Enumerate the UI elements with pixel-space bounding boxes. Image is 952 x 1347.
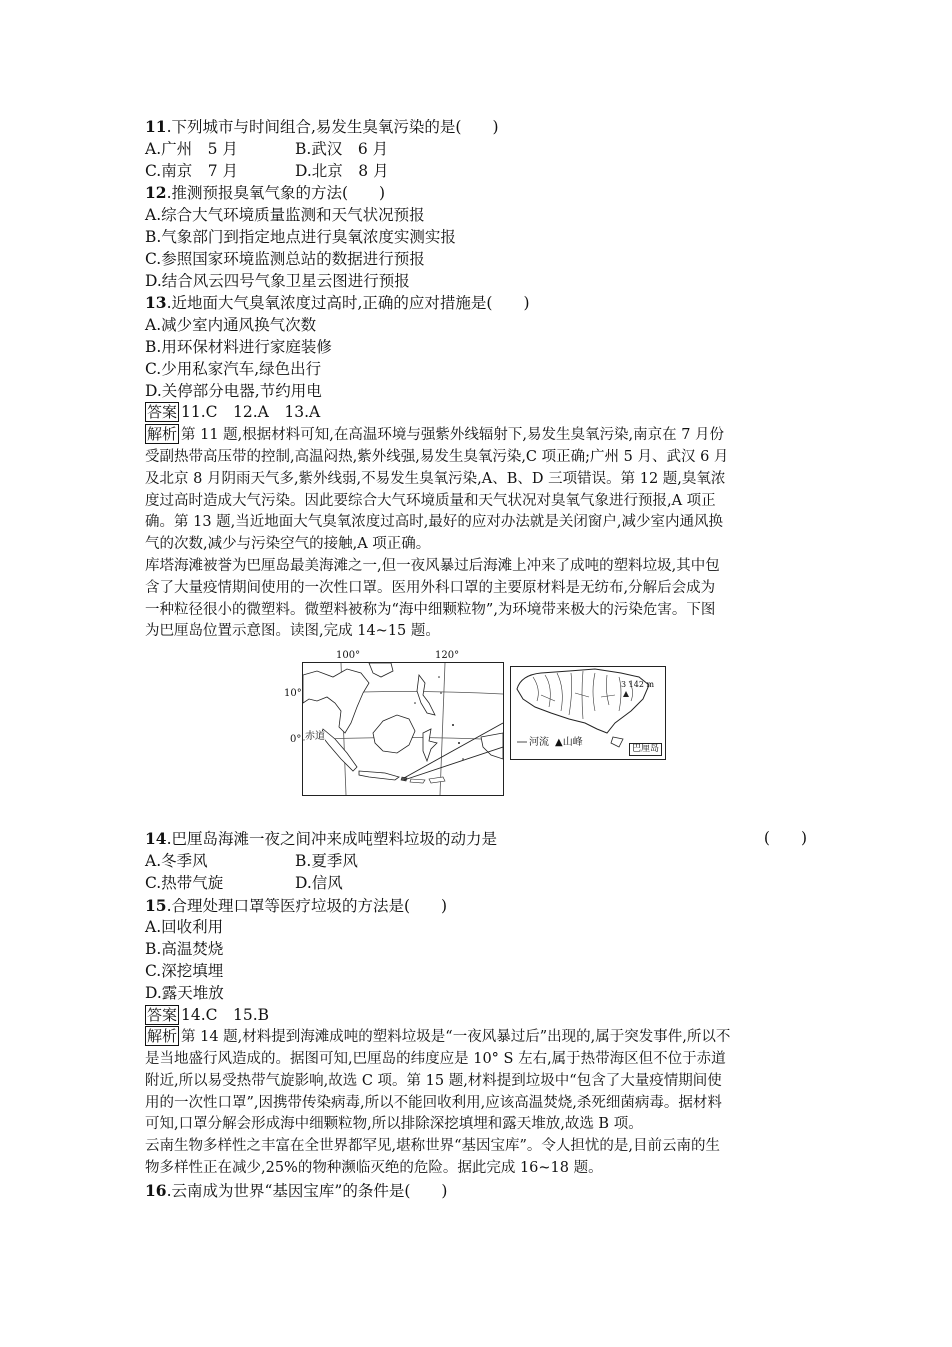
answer-label: 答案: [147, 1005, 178, 1024]
analysis-line: 附近,所以易受热带气旋影响,故选 C 项。第 15 题,材料提到垃圾中“包含了大量疫情期间使: [145, 1072, 722, 1089]
material-line: 一种粒径很小的微塑料。微塑料被称为“海中细颗粒物”,为环境带来极大的污染危害。下图: [145, 601, 716, 618]
question-number: 14: [145, 829, 167, 849]
southeast-asia-map-drawing: [303, 663, 503, 795]
analysis-line: 度过高时造成大气污染。因此要综合大气环境质量和天气状况对臭氧气象进行预报,A 项正: [145, 492, 716, 509]
option-a: A.回收利用: [145, 918, 224, 937]
material-line: 物多样性正在减少,25%的物种濒临灭绝的危险。据此完成 16~18 题。: [145, 1160, 603, 1177]
legend-river: 河流: [529, 737, 549, 749]
answer-text: 11.C 12.A 13.A: [181, 403, 321, 422]
options-row: [145, 873, 809, 895]
analysis-label: 解析: [147, 425, 178, 444]
option-c: C.参照国家环境监测总站的数据进行预报: [145, 249, 425, 268]
longitude-label-120: 120°: [435, 650, 460, 662]
material-line: 含了大量疫情期间使用的一次性口罩。医用外科口罩的主要原材料是无纺布,分解后会成为: [145, 579, 716, 596]
material-paragraph: [145, 1136, 809, 1180]
option-b: B.武汉 6 月: [295, 139, 389, 158]
analysis-line: 确。第 13 题,当近地面大气臭氧浓度过高时,最好的应对办法就是关闭窗户,减少室内通风换: [145, 514, 723, 531]
option-a: A.综合大气环境质量监测和天气状况预报: [145, 206, 425, 225]
options-row: [145, 851, 809, 873]
legend-peak: ▲山峰: [555, 737, 583, 749]
option-c: C.少用私家汽车,绿色出行: [145, 359, 322, 378]
material-paragraph: [145, 556, 809, 643]
answer-line: [145, 1005, 809, 1027]
analysis-line: 气的次数,减少与污染空气的接触,A 项正确。: [145, 536, 431, 553]
option-a: A.冬季风: [145, 851, 208, 870]
option-b: B.气象部门到指定地点进行臭氧浓度实测实报: [145, 227, 456, 246]
question-stem: .巴厘岛海滩一夜之间冲来成吨塑料垃圾的动力是: [166, 830, 498, 849]
question-stem: .近地面大气臭氧浓度过高时,正确的应对措施是( ): [166, 294, 530, 313]
answer-label: 答案: [147, 403, 178, 422]
option-d: D.关停部分电器,节约用电: [145, 381, 322, 400]
material-line: 云南生物多样性之丰富在全世界都罕见,堪称世界“基因宝库”。令人担忧的是,目前云南的生: [145, 1138, 721, 1155]
question-14: [145, 828, 809, 851]
option-c: C.南京 7 月: [145, 161, 239, 180]
options-row: [145, 161, 809, 183]
options-row: [145, 139, 809, 161]
option-d: D.结合风云四号气象卫星云图进行预报: [145, 271, 410, 290]
analysis-line: 受副热带高压带的控制,高温闷热,紫外线强,易发生臭氧污染,C 项正确;广州 5 月、武汉 6 月: [145, 448, 729, 465]
question-number: 15: [145, 895, 167, 915]
southeast-asia-map: [302, 662, 504, 796]
latitude-label-10: 10°: [284, 688, 302, 700]
bali-location-figure: [145, 650, 809, 826]
question-11: [145, 116, 809, 139]
question-12: [145, 182, 809, 205]
question-stem: .云南成为世界“基因宝库”的条件是( ): [166, 1181, 448, 1200]
question-13: [145, 292, 809, 315]
question-15: [145, 895, 809, 918]
analysis-line: 用的一次性口罩”,因携带传染病毒,所以不能回收利用,应该高温焚烧,杀死细菌病毒。据材料: [145, 1094, 722, 1111]
option-d: D.露天堆放: [145, 983, 224, 1002]
bali-inset-map: [510, 666, 666, 760]
question-number: 16: [145, 1180, 167, 1200]
option-d: D.信风: [295, 873, 343, 892]
option-c: C.深挖填埋: [145, 961, 224, 980]
question-number: 12: [145, 183, 167, 203]
analysis-paragraph: [145, 1026, 809, 1136]
longitude-label-100: 100°: [336, 650, 361, 662]
question-16: [145, 1180, 809, 1203]
question-stem: .下列城市与时间组合,易发生臭氧污染的是( ): [166, 118, 499, 136]
bali-island-label: 巴厘岛: [629, 743, 662, 756]
option-c: C.热带气旋: [145, 873, 224, 892]
analysis-line: 第 11 题,根据材料可知,在高温环境与强紫外线辐射下,易发生臭氧污染,南京在 7 月份: [181, 427, 725, 444]
analysis-line: 可知,口罩分解会形成海中细颗粒物,所以排除深挖填埋和露天堆放,故选 B 项。: [145, 1116, 643, 1133]
analysis-line: 第 14 题,材料提到海滩成吨的塑料垃圾是“一夜风暴过后”出现的,属于突发事件,所以不: [181, 1029, 731, 1046]
elevation-label: 3 142 m: [621, 680, 655, 690]
answer-parentheses: ( ): [763, 829, 807, 848]
question-stem: .推测预报臭氧气象的方法( ): [166, 184, 386, 203]
document-page: [145, 116, 809, 1203]
question-number: 13: [145, 293, 167, 313]
answer-text: 14.C 15.B: [181, 1005, 270, 1024]
latitude-label-0: 0°: [290, 734, 302, 746]
equator-label: 赤道: [305, 731, 325, 743]
question-stem: .合理处理口罩等医疗垃圾的方法是( ): [166, 896, 448, 915]
option-b: B.用环保材料进行家庭装修: [145, 337, 332, 356]
answer-line: [145, 402, 809, 424]
option-b: B.夏季风: [295, 851, 358, 870]
option-d: D.北京 8 月: [295, 161, 389, 180]
option-b: B.高温焚烧: [145, 940, 224, 959]
analysis-label: 解析: [147, 1027, 178, 1046]
material-line: 库塔海滩被誉为巴厘岛最美海滩之一,但一夜风暴过后海滩上冲来了成吨的塑料垃圾,其中包: [145, 557, 720, 574]
question-number: 11: [145, 117, 167, 136]
option-a: A.广州 5 月: [145, 139, 238, 158]
analysis-line: 是当地盛行风造成的。据图可知,巴厘岛的纬度应是 10° S 左右,属于热带海区但不位于赤道: [145, 1051, 726, 1068]
analysis-paragraph: [145, 424, 809, 556]
material-line: 为巴厘岛位置示意图。读图,完成 14~15 题。: [145, 623, 440, 640]
option-a: A.减少室内通风换气次数: [145, 316, 317, 335]
analysis-line: 及北京 8 月阴雨天气多,紫外线弱,不易发生臭氧污染,A、B、D 三项错误。第 12 题,臭氧浓: [145, 470, 726, 487]
